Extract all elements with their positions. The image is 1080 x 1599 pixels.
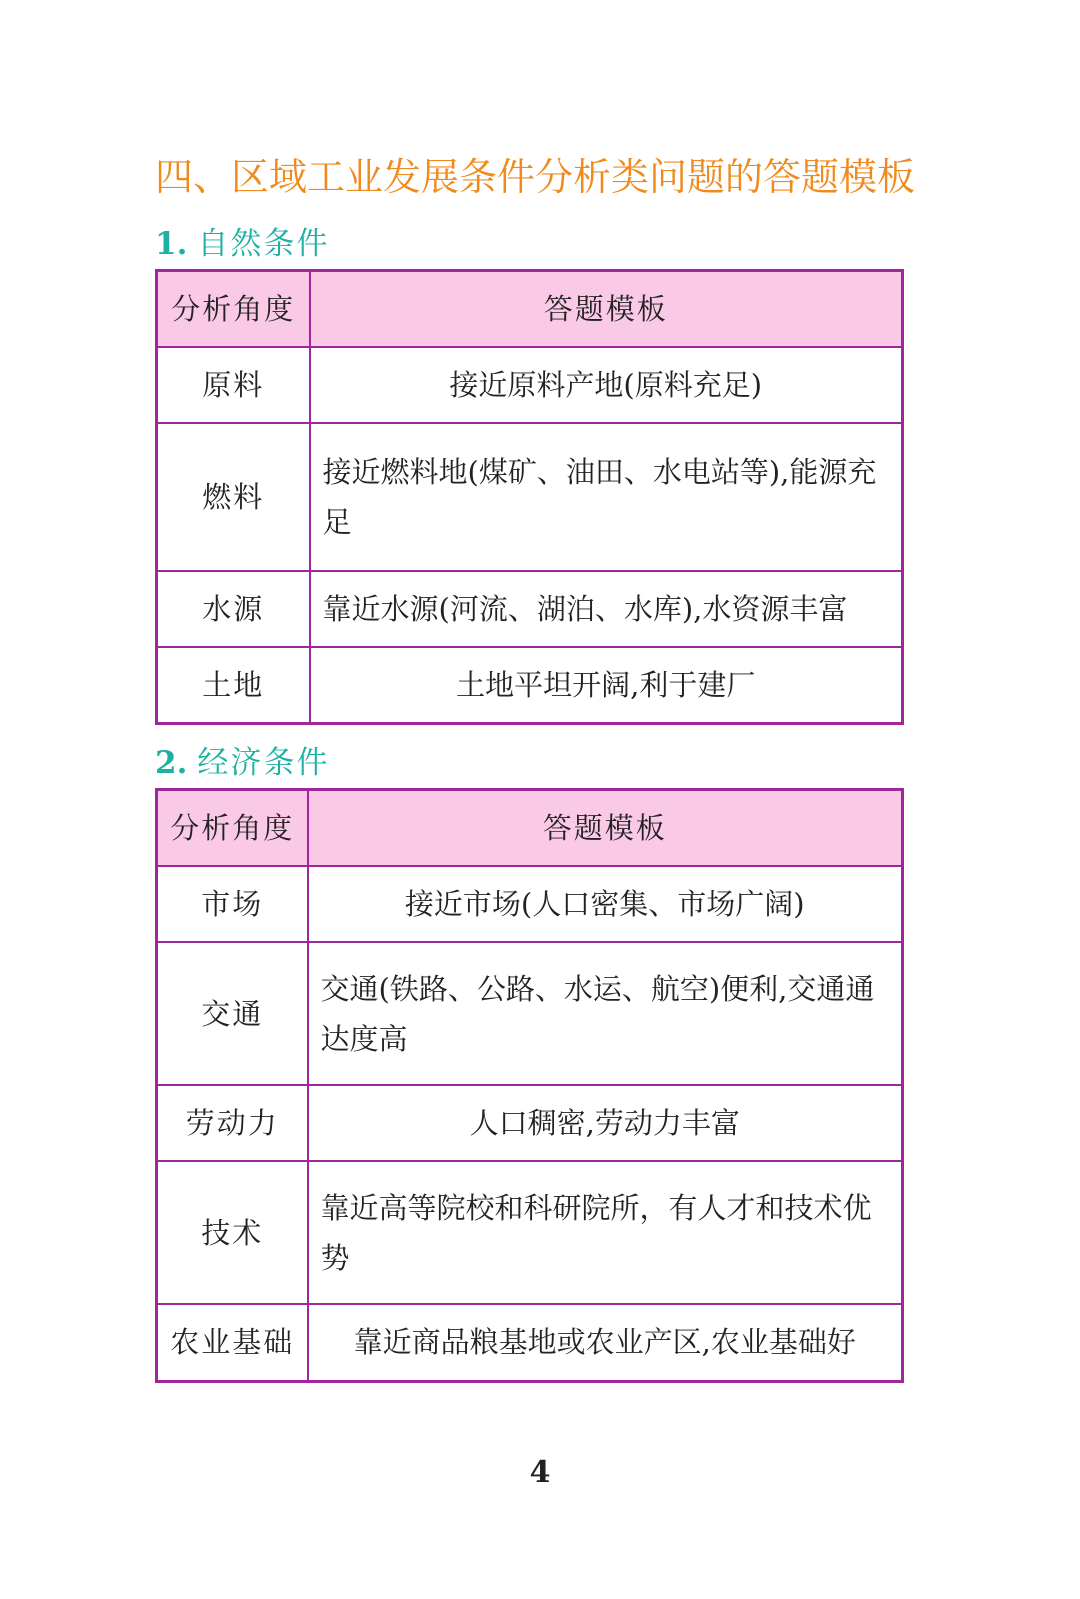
table-row xyxy=(157,942,903,1085)
row-aspect: 土地 xyxy=(157,647,310,723)
table-row xyxy=(157,647,903,723)
row-answer: 靠近高等院校和科研院所，有人才和技术优势 xyxy=(308,1161,903,1304)
row-answer: 交通(铁路、公路、水运、航空)便利,交通通达度高 xyxy=(308,942,903,1085)
section-title: 自然条件 xyxy=(197,226,330,262)
header-answer: 答题模板 xyxy=(310,271,903,348)
natural-conditions-table xyxy=(155,269,904,725)
row-aspect: 技术 xyxy=(157,1161,308,1304)
table-row xyxy=(157,571,903,647)
table-header-row xyxy=(157,271,903,348)
row-aspect: 原料 xyxy=(157,347,310,423)
row-answer: 靠近水源(河流、湖泊、水库),水资源丰富 xyxy=(310,571,903,647)
row-aspect: 劳动力 xyxy=(157,1085,308,1161)
table-row xyxy=(157,1304,903,1381)
header-aspect: 分析角度 xyxy=(157,271,310,348)
section-number: 1. xyxy=(155,226,188,262)
page-number: 4 xyxy=(529,1455,551,1490)
section-heading-economic xyxy=(155,737,329,782)
table-row xyxy=(157,1161,903,1304)
page-title: 四、区域工业发展条件分析类问题的答题模板 xyxy=(155,155,916,199)
row-answer: 土地平坦开阔,利于建厂 xyxy=(310,647,903,723)
row-aspect: 水源 xyxy=(157,571,310,647)
row-answer: 靠近商品粮基地或农业产区,农业基础好 xyxy=(308,1304,903,1381)
table-row xyxy=(157,866,903,942)
economic-conditions-table xyxy=(155,788,904,1383)
header-answer: 答题模板 xyxy=(308,790,903,867)
row-answer: 接近市场(人口密集、市场广阔) xyxy=(308,866,903,942)
table-row xyxy=(157,1085,903,1161)
row-answer: 接近燃料地(煤矿、油田、水电站等),能源充足 xyxy=(310,423,903,571)
section-heading-natural xyxy=(155,218,329,263)
row-answer: 接近原料产地(原料充足) xyxy=(310,347,903,423)
section-number: 2. xyxy=(155,745,188,781)
row-aspect: 交通 xyxy=(157,942,308,1085)
row-aspect: 燃料 xyxy=(157,423,310,571)
row-aspect: 农业基础 xyxy=(157,1304,308,1381)
header-aspect: 分析角度 xyxy=(157,790,308,867)
table-row xyxy=(157,347,903,423)
table-header-row xyxy=(157,790,903,867)
section-title: 经济条件 xyxy=(197,745,330,781)
row-aspect: 市场 xyxy=(157,866,308,942)
table-row xyxy=(157,423,903,571)
row-answer: 人口稠密,劳动力丰富 xyxy=(308,1085,903,1161)
